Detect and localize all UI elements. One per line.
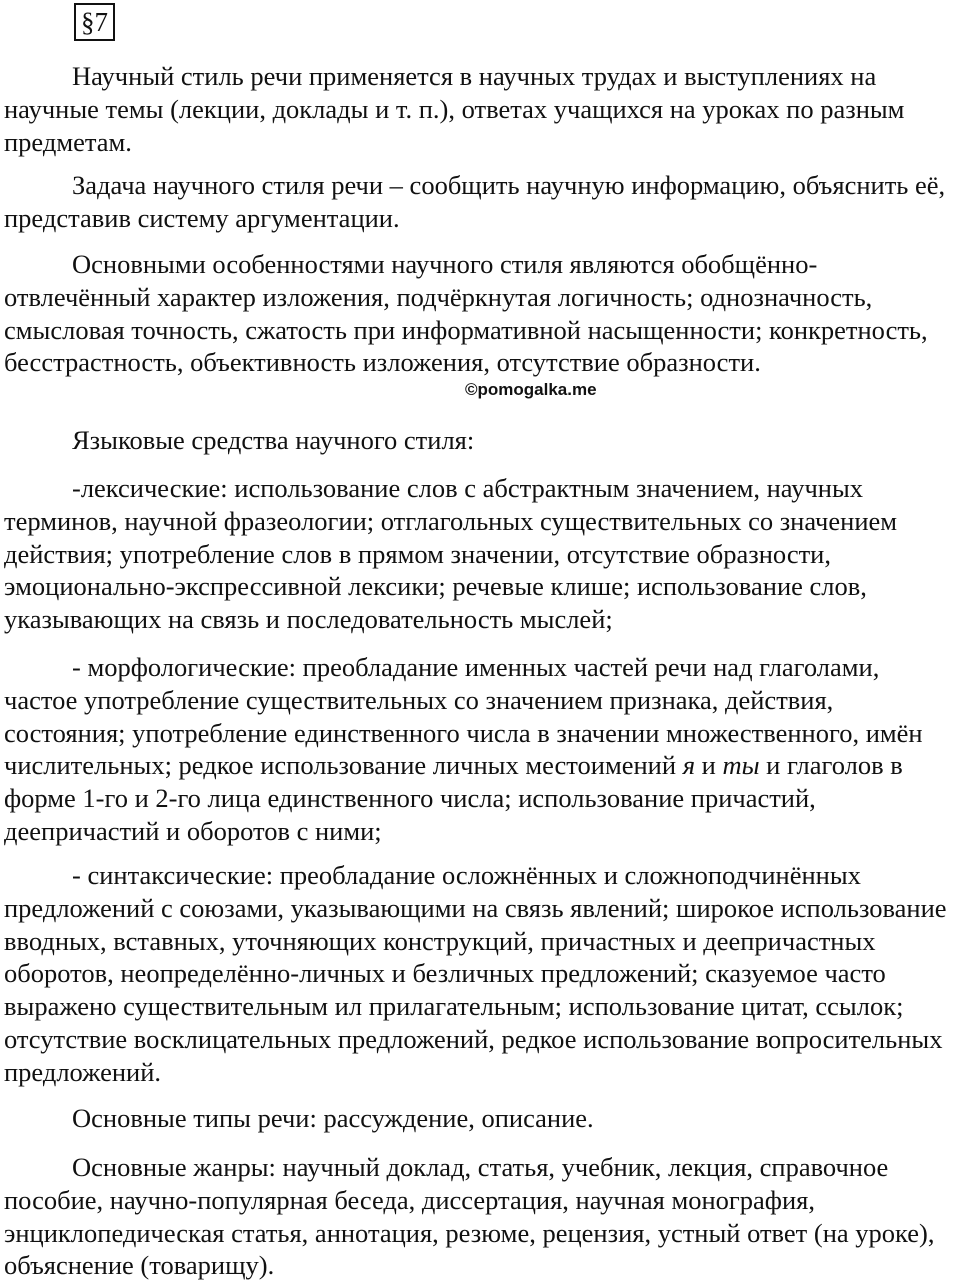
paragraph-scope: Научный стиль речи применяется в научных трудах и выступлениях на научные темы (лекции, доклады и т. п.), ответах учащихся на уроках по разным предметам. bbox=[4, 61, 905, 157]
paragraph-morphological bbox=[4, 651, 956, 848]
paragraph-features: Основными особенностями научного стиля являются обобщённо-отвлечённый характер изложения, подчёркнутая логичность; однозначность, смысловая точность, сжатость при информативной насыщенности; конкретность, бесстрастность, объективность изложения, отсутствие образности. bbox=[4, 249, 928, 378]
morphological-text-b: и bbox=[695, 750, 723, 781]
pronoun-ya: я bbox=[682, 750, 696, 781]
paragraph-task: Задача научного стиля речи – сообщить научную информацию, объяснить её, представив систему аргументации. bbox=[4, 170, 946, 233]
paragraph-syntactic: - синтаксические: преобладание осложнённых и сложноподчинённых предложений с союзами, указывающими на связь явлений; широкое использование вводных, вставных, уточняющих конструкций, причастных и деепричастных оборотов, неопределённо-личных и безличных предложений; сказуемое часто выражено существительным ил прилагательным; использование цитат, ссылок; отсутствие восклицательных предложений, редкое использование вопросительных предложений. bbox=[4, 860, 947, 1087]
paragraph-genres: Основные жанры: научный доклад, статья, учебник, лекция, справочное пособие, научно-популярная беседа, диссертация, научная монография, энциклопедическая статья, аннотация, резюме, рецензия, устный ответ (на уроке), объяснение (товарищу). bbox=[4, 1152, 935, 1281]
paragraph-speech-types: Основные типы речи: рассуждение, описание. bbox=[72, 1103, 594, 1133]
pronoun-ty: ты bbox=[722, 750, 760, 781]
section-number-badge: §7 bbox=[74, 3, 115, 41]
paragraph-lexical: -лексические: использование слов с абстрактным значением, научных терминов, научной фразеологии; отглагольных существительных со значением действия; употребление слов в прямом значении, отсутствие образности, эмоционально-экспрессивной лексики; речевые клише; использование слов, указывающих на связь и последовательность мыслей; bbox=[4, 473, 898, 635]
watermark-text: ©pomogalka.me bbox=[465, 380, 597, 399]
morphological-text-a: - морфологические: преобладание именных частей речи над глаголами, частое употребление существительных со значением признака, действия, состояния; употребление единственного числа в значении множественного, имён числительных; редкое использование личных местоимений bbox=[4, 652, 923, 781]
paragraph-language-means-heading: Языковые средства научного стиля: bbox=[72, 425, 475, 455]
morphological-text-c: и глаголов в форме 1-го и 2-го лица единственного числа; использование причастий, деепричастий и оборотов с ними; bbox=[4, 750, 903, 846]
